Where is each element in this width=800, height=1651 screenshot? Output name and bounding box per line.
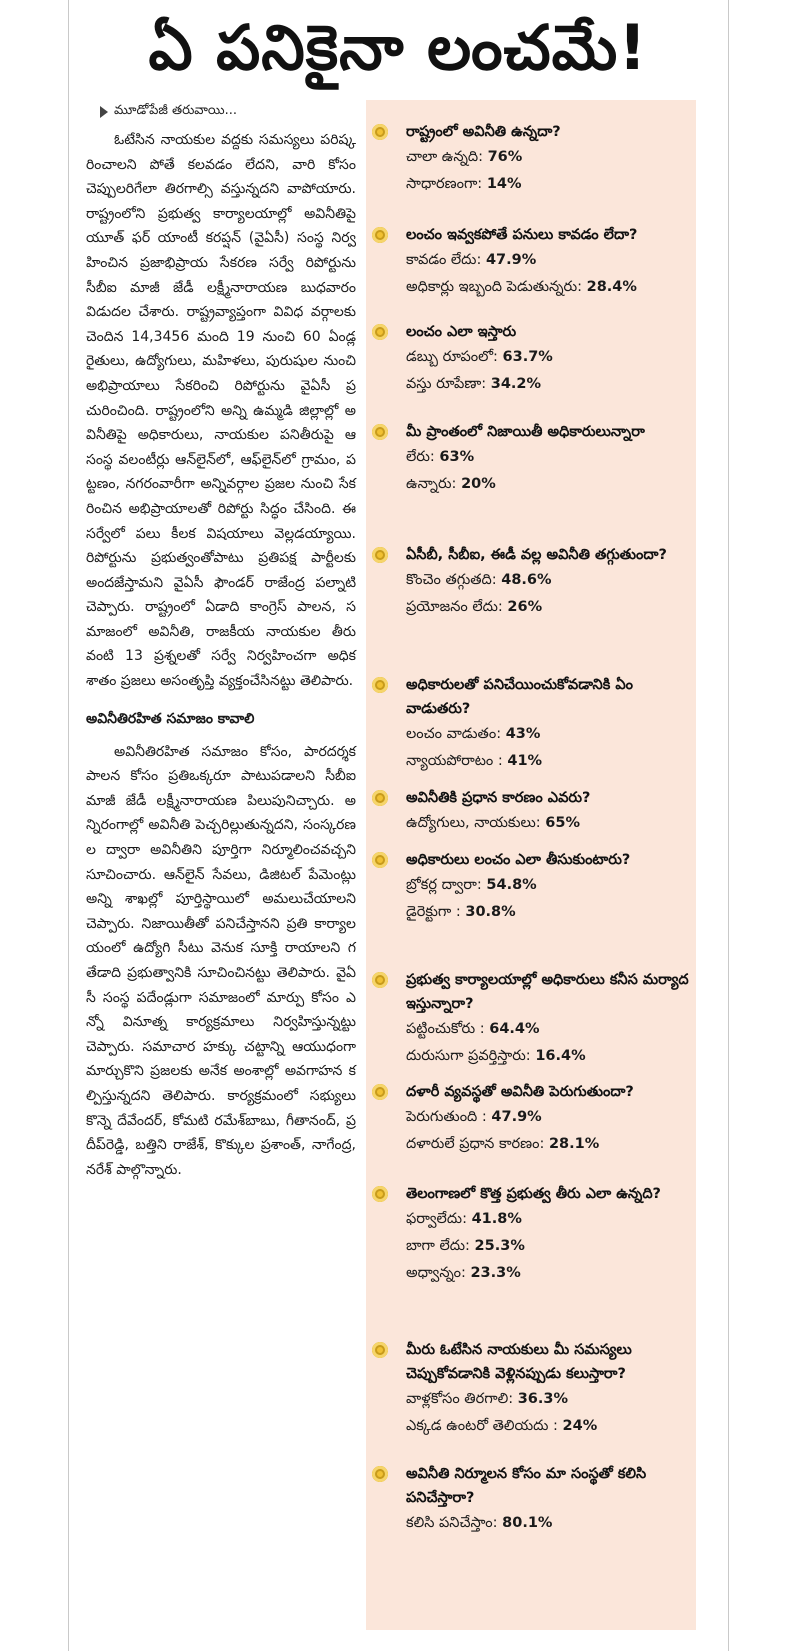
bullet-dot-icon xyxy=(372,1466,388,1482)
survey-answer-value: 47.9% xyxy=(491,1109,542,1125)
survey-answer-value: 63% xyxy=(439,449,475,465)
continued-from-text: మూడోపేజీ తరువాయి... xyxy=(114,103,238,118)
survey-answer-label: కలిసి పనిచేస్తాం: xyxy=(406,1515,503,1531)
survey-answer xyxy=(406,247,694,274)
survey-question-text: రాష్ట్రంలో అవినీతి ఉన్నదా? xyxy=(406,124,561,140)
survey-question-text: అధికారులతో పనిచేయించుకోవడానికి ఏం వాడుతరు? xyxy=(406,677,633,717)
survey-answer xyxy=(406,1043,694,1070)
survey-answer-value: 54.8% xyxy=(486,877,537,893)
survey-answer-label: చాలా ఉన్నది: xyxy=(406,149,488,165)
survey-answer-label: పట్టించుకోరు : xyxy=(406,1021,490,1037)
bullet-dot-icon xyxy=(372,790,388,806)
survey-answer xyxy=(406,144,694,171)
survey-question xyxy=(406,223,694,301)
survey-answer-label: ఉన్నారు: xyxy=(406,476,462,492)
survey-question xyxy=(406,786,694,837)
bullet-dot-icon xyxy=(372,972,388,988)
survey-answer-value: 30.8% xyxy=(465,904,516,920)
survey-answer-label: ఎక్కడ ఉంటరో తెలియదు : xyxy=(406,1418,563,1434)
survey-answer-label: ప్రయోజనం లేదు: xyxy=(406,599,508,615)
survey-question xyxy=(406,848,694,926)
survey-question-text: అవినీతి నిర్మూలన కోసం మా సంస్థతో కలిసి పనిచేస్తారా? xyxy=(406,1466,647,1506)
survey-answer-value: 34.2% xyxy=(490,376,542,392)
survey-answer-value: 43% xyxy=(505,726,541,742)
survey-answer xyxy=(406,1016,694,1043)
survey-answer-value: 20% xyxy=(461,476,496,492)
bullet-dot-icon xyxy=(372,324,388,340)
survey-answer xyxy=(406,274,694,301)
survey-answer xyxy=(406,748,694,775)
survey-answer-label: బాగా లేదు: xyxy=(406,1238,475,1254)
survey-answer xyxy=(406,567,694,594)
survey-answer-value: 63.7% xyxy=(502,349,553,365)
article-subheading: అవినీతిరహిత సమాజం కావాలి xyxy=(86,710,255,727)
bullet-dot-icon xyxy=(372,547,388,563)
survey-question xyxy=(406,420,694,498)
survey-question-text: అవినీతికి ప్రధాన కారణం ఎవరు? xyxy=(406,790,591,806)
survey-answer-label: ఉద్యోగులు, నాయకులు: xyxy=(406,815,546,831)
survey-answer-label: లేరు: xyxy=(406,449,440,465)
survey-answer-label: కావడం లేదు: xyxy=(406,252,486,268)
survey-answer-value: 26% xyxy=(507,599,543,615)
survey-question-text: అధికారులు లంచం ఎలా తీసుకుంటారు? xyxy=(406,852,631,868)
bullet-dot-icon xyxy=(372,852,388,868)
page-margin-rule-right xyxy=(728,0,729,1651)
survey-answer-value: 48.6% xyxy=(501,572,552,588)
survey-question xyxy=(406,1338,694,1440)
survey-answer xyxy=(406,1206,694,1233)
survey-question-text: దళారీ వ్యవస్థతో అవినీతి పెరుగుతుందా? xyxy=(406,1084,634,1100)
survey-question xyxy=(406,320,694,398)
headline: ఏ పనికైనా లంచమే! xyxy=(148,11,648,84)
survey-question xyxy=(406,673,694,775)
survey-question-text: తెలంగాణలో కొత్త ప్రభుత్వ తీరు ఎలా ఉన్నది? xyxy=(406,1186,661,1202)
survey-answer xyxy=(406,171,694,198)
survey-answer-label: డైరెక్టుగా : xyxy=(406,904,466,920)
survey-answer-value: 28.1% xyxy=(548,1136,600,1152)
survey-answer-value: 28.4% xyxy=(586,279,637,295)
survey-answer-value: 24% xyxy=(562,1418,598,1434)
survey-question-text: లంచం ఇవ్వకపోతే పనులు కావడం లేదా? xyxy=(406,227,638,243)
survey-answer-value: 64.4% xyxy=(489,1021,540,1037)
article-paragraph-2: అవినీతిరహిత సమాజం కోసం, పారదర్శక పాలన కోసం ప్రతిఒక్కరూ పాటుపడాలని సీబీఐ మాజీ జేడీ లక్ష్మీనారాయణ పిలుపునిచ్చారు. అన్నిరంగాల్లో అవినీతి పెచ్చరిల్లుతున్నదని, సంస్కరణల ద్వారా అవినీతిని పూర్తిగా నిర్మూలించవచ్చని సూచించారు. ఆన్‌లైన్ సేవలు, డిజిటల్ పేమెంట్లు అన్ని శాఖల్లో పూర్తిస్థాయిలో అమలుచేయాలని చెప్పారు. నిజాయితీతో పనిచేస్తానని ప్రతి కార్యాలయంలో ఉద్యోగి సీటు వెనుక సూక్తి రాయాలని గతేడాది ప్రభుత్వానికి సూచించినట్టు తెలిపారు. వైఏసీ సంస్థ పదేండ్లుగా సమాజంలో మార్పు కోసం ఎన్నో వినూత్న కార్యక్రమాలు నిర్వహిస్తున్నట్టు చెప్పారు. సమాచార హక్కు చట్టాన్ని ఆయుధంగా మార్చుకొని ప్రజలకు అనేక అంశాల్లో అవగాహన కల్పిస్తున్నదని తెలిపారు. కార్యక్రమంలో సభ్యులు కొన్నె దేవేందర్, కోమటి రమేశ్‌బాబు, గీతానంద్, ప్రదీప్‌రెడ్డి, బత్తిని రాజేశ్, కొక్కుల ప్రశాంత్, నాగేంద్ర, నరేశ్ పాల్గొన్నారు. xyxy=(86,743,356,1178)
survey-answer-value: 41.8% xyxy=(471,1211,522,1227)
survey-answer xyxy=(406,1104,694,1131)
survey-answer xyxy=(406,899,694,926)
survey-question xyxy=(406,543,694,621)
survey-answer-value: 16.4% xyxy=(535,1048,586,1064)
survey-answer-value: 41% xyxy=(507,753,543,769)
bullet-dot-icon xyxy=(372,1084,388,1100)
survey-answer xyxy=(406,1413,694,1440)
survey-answer-label: న్యాయపోరాటం : xyxy=(406,753,508,769)
survey-question xyxy=(406,1182,694,1287)
survey-answer xyxy=(406,444,694,471)
survey-answer-label: లంచం వాడుతం: xyxy=(406,726,506,742)
survey-answer xyxy=(406,1510,694,1537)
survey-answer-label: కొంచెం తగ్గుతది: xyxy=(406,572,502,588)
survey-answer xyxy=(406,371,694,398)
survey-answer-value: 25.3% xyxy=(474,1238,525,1254)
survey-answer-label: వాళ్లకోసం తిరగాలి: xyxy=(406,1391,518,1407)
survey-answer-value: 76% xyxy=(487,149,523,165)
survey-answer-label: పెరుగుతుంది : xyxy=(406,1109,492,1125)
survey-answer-label: డబ్బు రూపంలో: xyxy=(406,349,503,365)
survey-answer-value: 47.9% xyxy=(485,252,537,268)
survey-answer-value: 23.3% xyxy=(470,1265,521,1281)
survey-question xyxy=(406,1080,694,1158)
survey-question-text: ఏసీబీ, సీబీఐ, ఈడీ వల్ల అవినీతి తగ్గుతుందా? xyxy=(406,547,667,563)
survey-answer-label: ఫర్వాలేదు: xyxy=(406,1211,472,1227)
arrow-right-icon xyxy=(100,106,108,118)
article-body xyxy=(86,128,356,1182)
bullet-dot-icon xyxy=(372,424,388,440)
survey-answer xyxy=(406,1233,694,1260)
survey-answer-value: 65% xyxy=(545,815,580,831)
survey-answer xyxy=(406,872,694,899)
survey-answer xyxy=(406,594,694,621)
survey-answer-label: దురుసుగా ప్రవర్తిస్తారు: xyxy=(406,1048,536,1064)
survey-answer-label: దళారులే ప్రధాన కారణం: xyxy=(406,1136,549,1152)
survey-answer xyxy=(406,721,694,748)
survey-answer-label: వస్తు రూపేణా: xyxy=(406,376,491,392)
survey-list xyxy=(366,100,696,1630)
survey-answer-label: అధ్వాన్నం: xyxy=(406,1265,471,1281)
survey-answer xyxy=(406,344,694,371)
survey-question xyxy=(406,1462,694,1537)
survey-question-text: లంచం ఎలా ఇస్తారు xyxy=(406,324,517,340)
survey-answer xyxy=(406,471,694,498)
bullet-dot-icon xyxy=(372,227,388,243)
survey-panel xyxy=(366,100,696,1630)
survey-question-text: మీ ప్రాంతంలో నిజాయితీ అధికారులున్నారా xyxy=(406,424,645,440)
bullet-dot-icon xyxy=(372,677,388,693)
survey-question-text: మీరు ఓటేసిన నాయకులు మీ సమస్యలు చెప్పుకోవడానికి వెళ్లినప్పుడు కలుస్తారా? xyxy=(406,1342,632,1382)
survey-question-text: ప్రభుత్వ కార్యాలయాల్లో అధికారులు కనీస మర్యాద ఇస్తున్నారా? xyxy=(406,972,689,1012)
bullet-dot-icon xyxy=(372,1342,388,1358)
survey-question xyxy=(406,968,694,1070)
survey-question xyxy=(406,120,694,198)
article-paragraph-1: ఓటేసిన నాయకుల వద్దకు సమస్యలు పరిష్కరించాలని పోతే కలవడం లేదని, వారి కోసం చెప్పులరిగేలా తిరగాల్సి వస్తున్నదని వాపోయారు. రాష్ట్రంలోని ప్రభుత్వ కార్యాలయాల్లో అవినీతిపై యూత్ ఫర్ యాంటీ కరప్షన్ (వైఏసీ) సంస్థ నిర్వహించిన ప్రజాభిప్రాయ సేకరణ సర్వే రిపోర్టును సీబీఐ మాజీ జేడీ లక్ష్మీనారాయణ బుధవారం విడుదల చేశారు. రాష్ట్రవ్యాప్తంగా వివిధ వర్గాలకు చెందిన 14,3456 మంది 19 నుంచి 60 ఏండ్ల రైతులు, ఉద్యోగులు, మహిళలు, పురుషుల నుంచి అభిప్రాయాలు సేకరించి రిపోర్టును వైఏసీ ప్రచురించింది. రాష్ట్రంలోని అన్ని ఉమ్మడి జిల్లాల్లో అవినీతిపై అధికారులు, నాయకుల పనితీరుపై ఆ సంస్థ వలంటీర్లు ఆన్‌లైన్‌లో, ఆఫ్‌లైన్‌లో గ్రామం, పట్టణం, నగరంవారీగా అన్నివర్గాల ప్రజల నుంచి సేకరించిన అభిప్రాయాలతో రిపోర్టు సిద్ధం చేసింది. ఈ సర్వేలో పలు కీలక విషయాలు వెల్లడయ్యాయి. రిపోర్టును ప్రభుత్వంతోపాటు ప్రతిపక్ష పార్టీలకు అందజేస్తామని వైఏసీ ఫౌండర్ రాజేంద్ర పల్నాటి చెప్పారు. రాష్ట్రంలో ఏడాది కాంగ్రెస్ పాలన, సమాజంలో అవినీతి, రాజకీయ నాయకుల తీరు వంటి 13 ప్రశ్నలతో సర్వే నిర్వహించగా అధిక శాతం ప్రజలు అసంతృప్తి వ్యక్తంచేసినట్టు తెలిపారు. xyxy=(86,132,356,690)
survey-answer-label: అధికార్లు ఇబ్బంది పెడుతున్నరు: xyxy=(406,279,587,295)
bullet-dot-icon xyxy=(372,1186,388,1202)
survey-answer xyxy=(406,1131,694,1158)
survey-answer-value: 14% xyxy=(486,176,522,192)
survey-answer xyxy=(406,1260,694,1287)
survey-answer-value: 80.1% xyxy=(502,1515,553,1531)
survey-answer xyxy=(406,1386,694,1413)
bullet-dot-icon xyxy=(372,124,388,140)
survey-answer-label: సాధారణంగా: xyxy=(406,176,487,192)
page-margin-rule-left xyxy=(68,0,69,1651)
survey-answer xyxy=(406,810,694,837)
continued-from-label xyxy=(100,103,237,121)
survey-answer-value: 36.3% xyxy=(517,1391,569,1407)
survey-answer-label: బ్రోకర్ల ద్వారా: xyxy=(406,877,487,893)
